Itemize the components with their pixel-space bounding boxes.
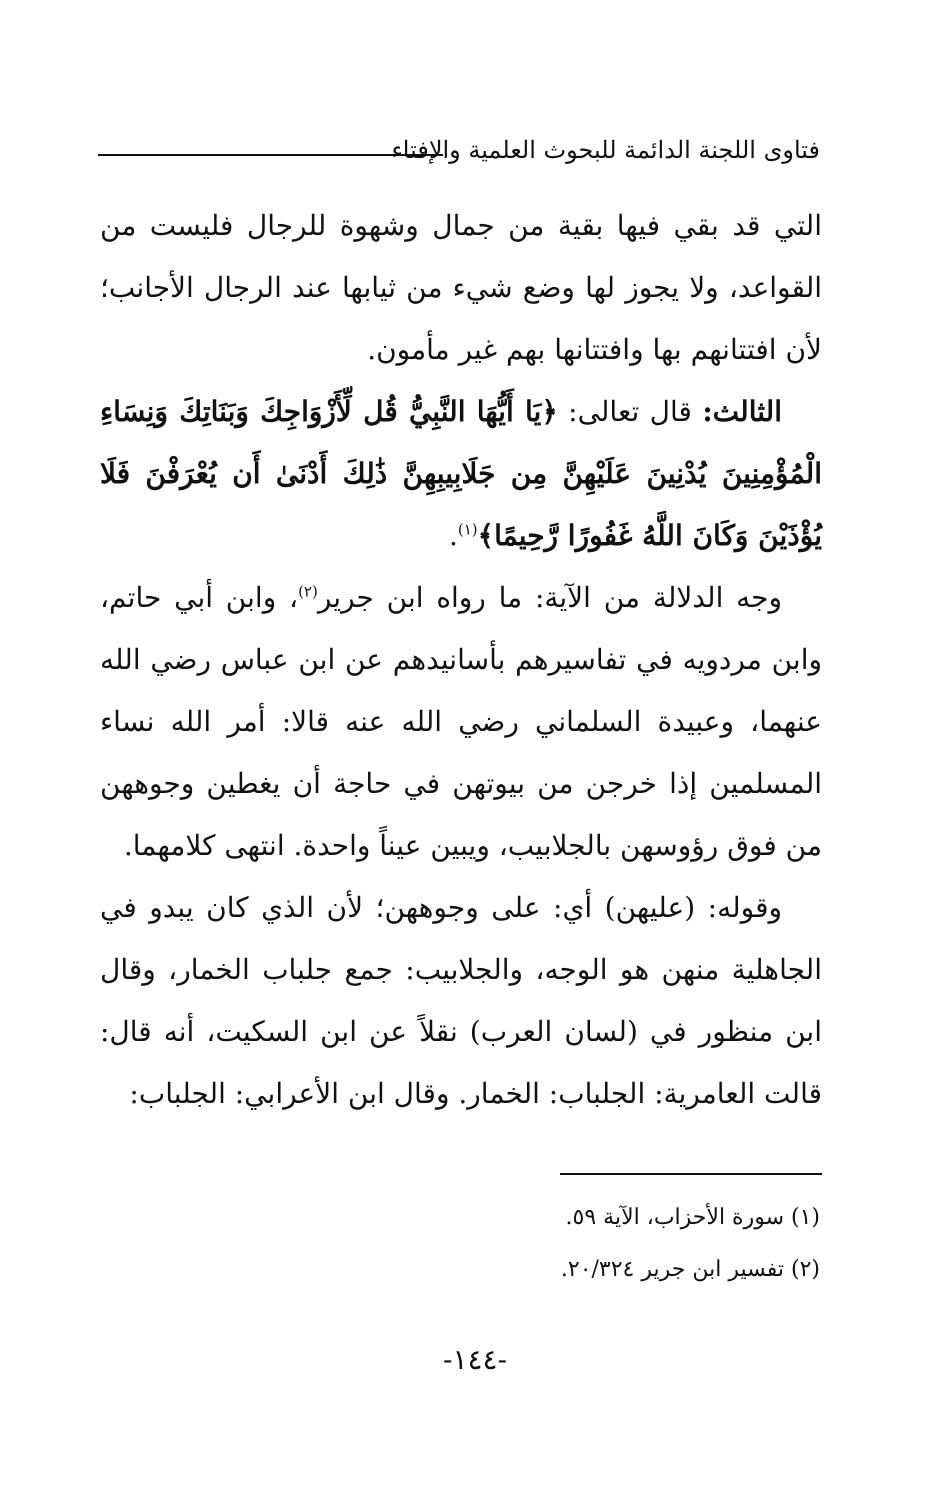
main-text — [100, 195, 822, 1125]
quran-verse: ﴿يَا أَيُّهَا النَّبِيُّ قُل لِّأَزْوَاجِكَ وَبَنَاتِكَ وَنِسَاءِ الْمُؤْمِنِينَ يُدْنِينَ عَلَيْهِنَّ مِن جَلَابِيبِهِنَّ ذَٰلِكَ أَدْنَىٰ أَن يُعْرَفْنَ فَلَا يُؤْذَيْنَ وَكَانَ اللَّهُ غَفُورًا رَّحِيمًا﴾ — [100, 395, 822, 552]
paragraph-2 — [100, 381, 822, 567]
paragraph-4 — [100, 877, 822, 1125]
footnote-1: (١) سورة الأحزاب، الآية ٥٩. — [565, 1205, 820, 1230]
paragraph-1 — [100, 195, 822, 381]
footnotes — [380, 1192, 820, 1296]
footnote-separator — [560, 1173, 822, 1175]
running-header — [98, 130, 820, 170]
paragraph-3-text-a: وجه الدلالة من الآية: ما رواه ابن جرير — [317, 581, 782, 614]
paragraph-1-text: التي قد بقي فيها بقية من جمال وشهوة للرجال فليست من القواعد، ولا يجوز لها وضع شيء من ثيابها عند الرجال الأجانب؛ لأن افتتانهم بها وافتتانها بهم غير مأمون. — [100, 209, 822, 366]
page-number: -١٤٤- — [442, 1343, 508, 1376]
paragraph-2-intro: قال تعالى: — [557, 395, 703, 428]
paragraph-4-text: وقوله: (عليهن) أي: على وجوههن؛ لأن الذي كان يبدو في الجاهلية منهن هو الوجه، والجلابيب: جمع جلباب الخمار، وقال ابن منظور في (لسان العرب) نقلاً عن ابن السكيت، أنه قال: قالت العامرية: الجلباب: الخمار. وقال ابن الأعرابي: الجلباب: — [100, 891, 822, 1110]
section-label: الثالث: — [702, 395, 782, 428]
paragraph-3 — [100, 567, 822, 877]
footnote-ref-2: (٢) — [298, 582, 318, 601]
header-title: فتاوى اللجنة الدائمة للبحوث العلمية والإفتاء — [391, 136, 820, 164]
header-rule — [98, 154, 443, 156]
paragraph-3-text-b: ، وابن أبي حاتم، وابن مردويه في تفاسيرهم بأسانيدهم عن ابن عباس رضي الله عنهما، وعبيدة السلماني رضي الله عنه قالا: أمر الله نساء المسلمين إذا خرجن من بيوتهن في حاجة أن يغطين وجوههن من فوق رؤوسهن بالجلابيب، ويبين عيناً واحدة. انتهى كلامهما. — [100, 581, 822, 862]
footnote-2: (٢) تفسير ابن جرير ٢٠/٣٢٤. — [560, 1257, 820, 1282]
paragraph-2-end: . — [448, 519, 458, 552]
footnote-ref-1: (١) — [457, 520, 478, 539]
